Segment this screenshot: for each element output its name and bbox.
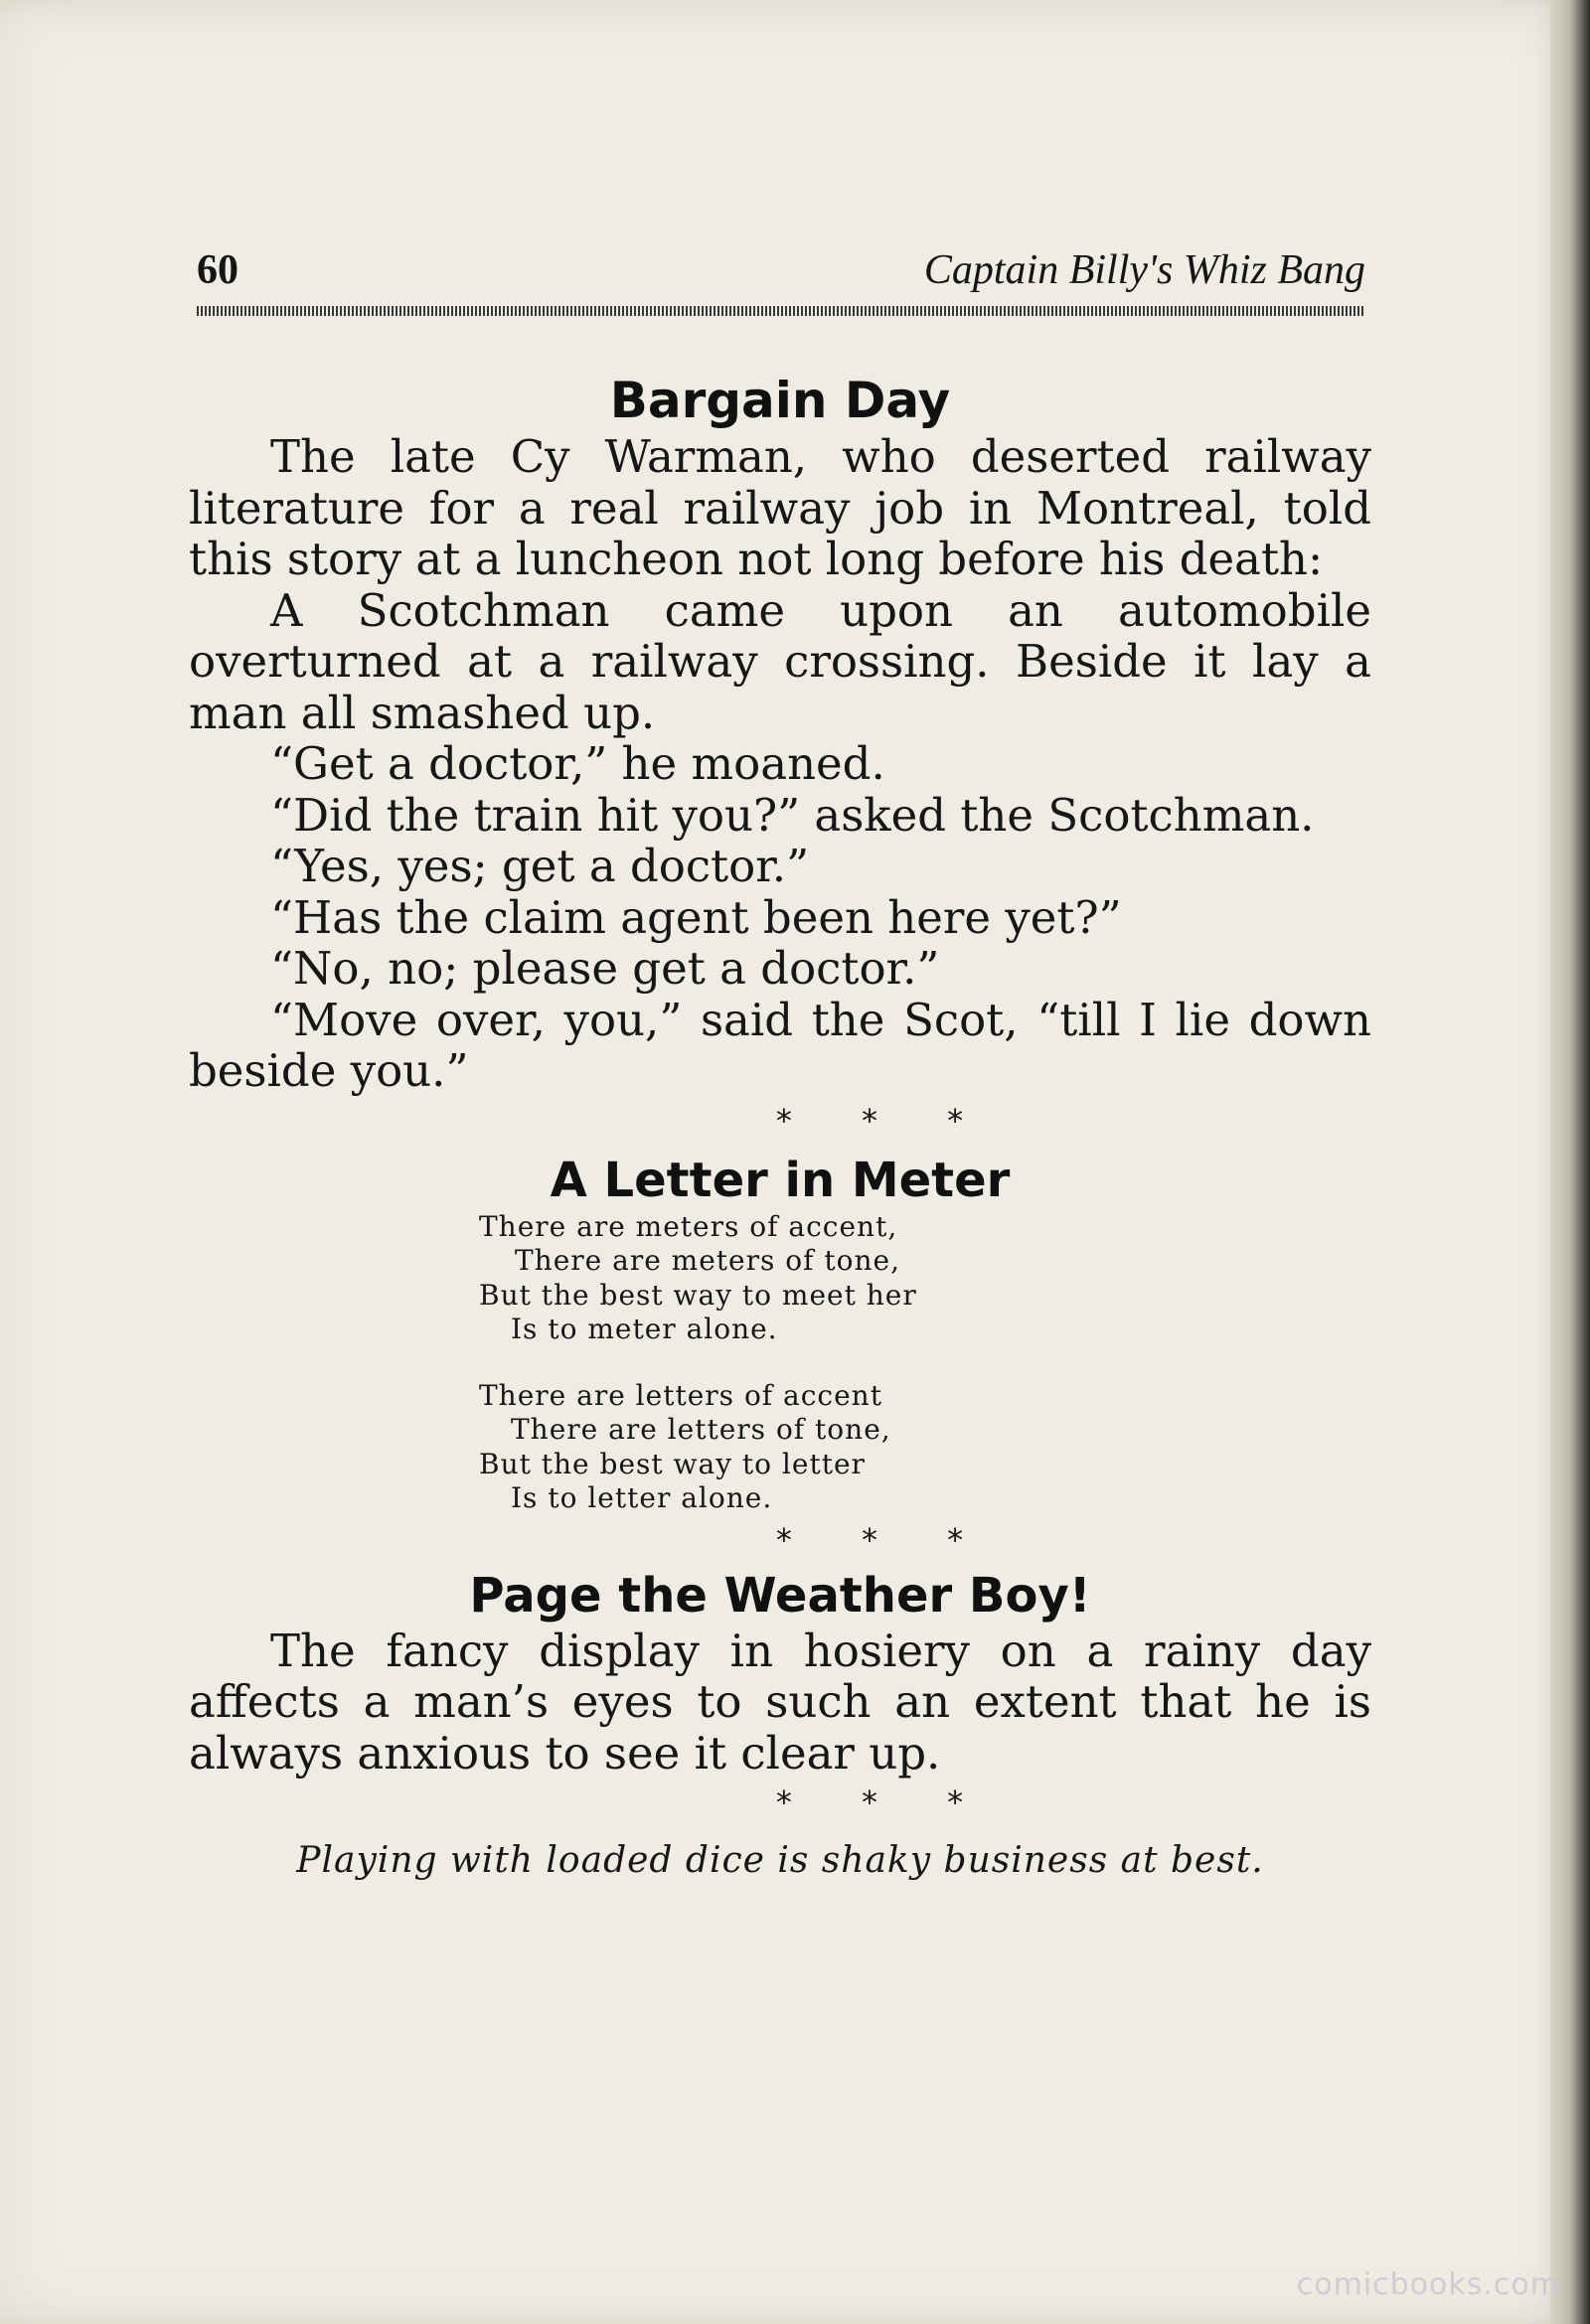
letter-in-meter-title: A Letter in Meter bbox=[550, 1152, 1011, 1208]
story-paragraph: “Did the train hit you?” asked the Scotchman. bbox=[270, 788, 1315, 842]
page-content bbox=[189, 370, 1371, 1881]
story-paragraph: “No, no; please get a doctor.” bbox=[270, 942, 940, 995]
poem-line: There are letters of accent bbox=[479, 1378, 882, 1412]
bargain-day-story bbox=[189, 431, 1371, 1097]
running-title: Captain Billy's Whiz Bang bbox=[923, 247, 1365, 293]
poem-line: Is to letter alone. bbox=[511, 1481, 773, 1514]
poem-line: There are letters of tone, bbox=[511, 1413, 891, 1446]
story-paragraph: A Scotchman came upon an automobile overturned at a railway crossing. Beside it lay a man all smashed up. bbox=[189, 583, 1371, 739]
page-number: 60 bbox=[197, 247, 238, 293]
page-header bbox=[197, 246, 1365, 306]
story-paragraph: “Yes, yes; get a doctor.” bbox=[270, 840, 810, 892]
closing-quip: Playing with loaded dice is shaky business at best. bbox=[296, 1840, 1264, 1881]
bargain-day-title: Bargain Day bbox=[609, 372, 951, 429]
weather-boy-title: Page the Weather Boy! bbox=[469, 1567, 1091, 1624]
site-watermark: comicbooks.com bbox=[1296, 2267, 1560, 2302]
story-paragraph: “Move over, you,” said the Scot, “till I lie down beside you.” bbox=[189, 993, 1371, 1097]
header-rule bbox=[197, 306, 1365, 316]
story-paragraph: “Get a doctor,” he moaned. bbox=[270, 737, 885, 790]
story-paragraph: The fancy display in hosiery on a rainy day affects a man’s eyes to such an extent that he is always anxious to see it clear up. bbox=[189, 1624, 1371, 1780]
stanza-gap bbox=[479, 1347, 1371, 1379]
story-paragraph: The late Cy Warman, who deserted railway literature for a real railway job in Montreal, told this story at a luncheon not long before his death: bbox=[189, 430, 1371, 585]
poem-line: But the best way to meet her bbox=[479, 1278, 917, 1312]
poem-line: Is to meter alone. bbox=[511, 1313, 778, 1345]
section-separator: * * * bbox=[775, 1520, 994, 1559]
section-separator: * * * bbox=[775, 1101, 994, 1140]
poem-line: There are meters of accent, bbox=[479, 1209, 898, 1243]
story-paragraph: “Has the claim agent been here yet?” bbox=[270, 890, 1122, 944]
poem-line: But the best way to letter bbox=[479, 1447, 866, 1480]
letter-in-meter-poem bbox=[479, 1210, 1371, 1516]
weather-boy-story bbox=[189, 1626, 1371, 1780]
poem-line: There are meters of tone, bbox=[515, 1244, 901, 1277]
section-separator: * * * bbox=[775, 1783, 994, 1821]
page-edge bbox=[1550, 0, 1590, 2324]
